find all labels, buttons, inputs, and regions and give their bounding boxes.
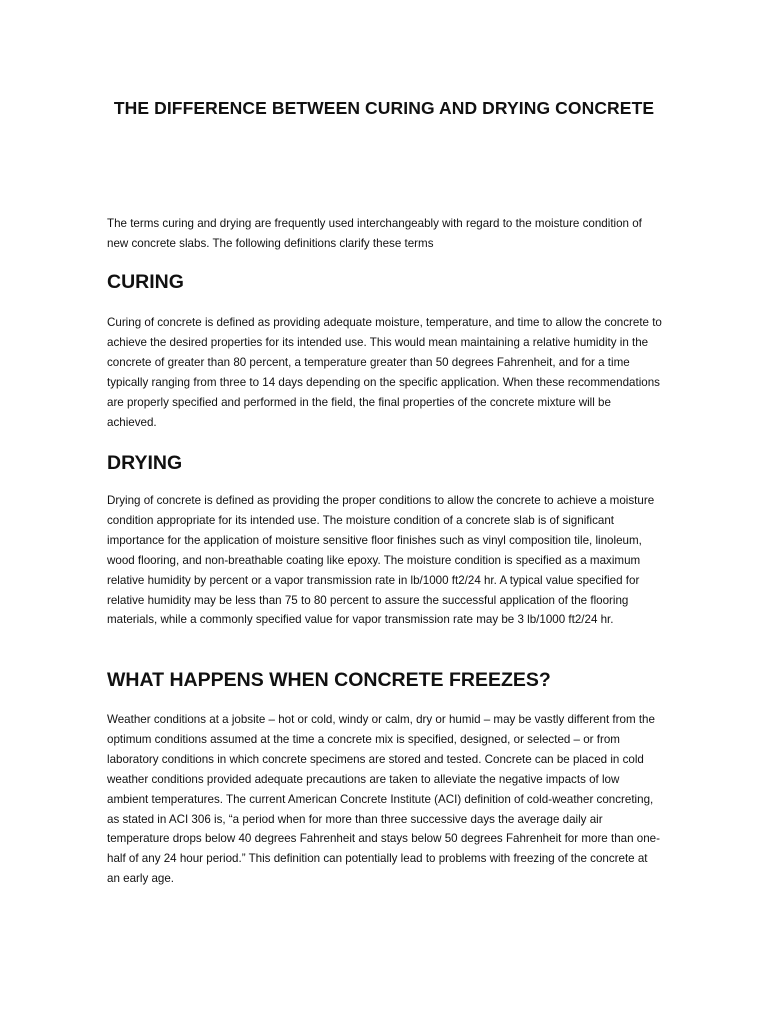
document-title: THE DIFFERENCE BETWEEN CURING AND DRYING CONCRETE — [113, 98, 655, 118]
section-body-drying: Drying of concrete is defined as providing the proper conditions to allow the concrete to achieve a moisture condition appropriate for its intended use. The moisture condition of a concrete slab is of significant importance for the application of moisture sensitive floor finishes such as vinyl composition tile, linoleum, wood flooring, and non-breathable coating like epoxy. The moisture condition is specified as a maximum relative humidity by percent or a vapor transmission rate in lb/1000 ft2/24 hr. A typical value specified for relative humidity may be less than 75 to 80 percent to assure the successful application of the flooring materials, while a commonly specified value for vapor transmission rate may be 3 lb/1000 ft2/24 hr. — [107, 494, 655, 627]
section-heading-drying: DRYING — [107, 452, 183, 474]
section-body-curing: Curing of concrete is defined as providing adequate moisture, temperature, and time to allow the concrete to achieve the desired properties for its intended use. This would mean maintaining a relative humidity in the concrete of greater than 80 percent, a temperature greater than 50 degrees Fahrenheit, and for a time typically ranging from three to 14 days depending on the specific application. When these recommendations are properly specified and performed in the field, the final properties of the concrete mixture will be achieved. — [107, 316, 662, 429]
section-heading-freezing: WHAT HAPPENS WHEN CONCRETE FREEZES? — [107, 669, 551, 691]
section-body-freezing: Weather conditions at a jobsite – hot or cold, windy or calm, dry or humid – may be vastly different from the optimum conditions assumed at the time a concrete mix is specified, designed, or selected – or from laboratory conditions in which concrete specimens are stored and tested. Concrete can be placed in cold weather conditions provided adequate precautions are taken to alleviate the negative impacts of low ambient temperatures. The current American Concrete Institute (ACI) definition of cold-weather concreting, as stated in ACI 306 is, “a period when for more than three successive days the average daily air temperature drops below 40 degrees Fahrenheit and stays below 50 degrees Fahrenheit for more than one-half of any 24 hour period.” This definition can potentially lead to problems with freezing of the concrete at an early age. — [107, 713, 660, 886]
intro-paragraph: The terms curing and drying are frequently used interchangeably with regard to the moisture condition of new concrete slabs. The following definitions clarify these terms — [107, 217, 642, 250]
section-heading-curing: CURING — [107, 271, 184, 293]
